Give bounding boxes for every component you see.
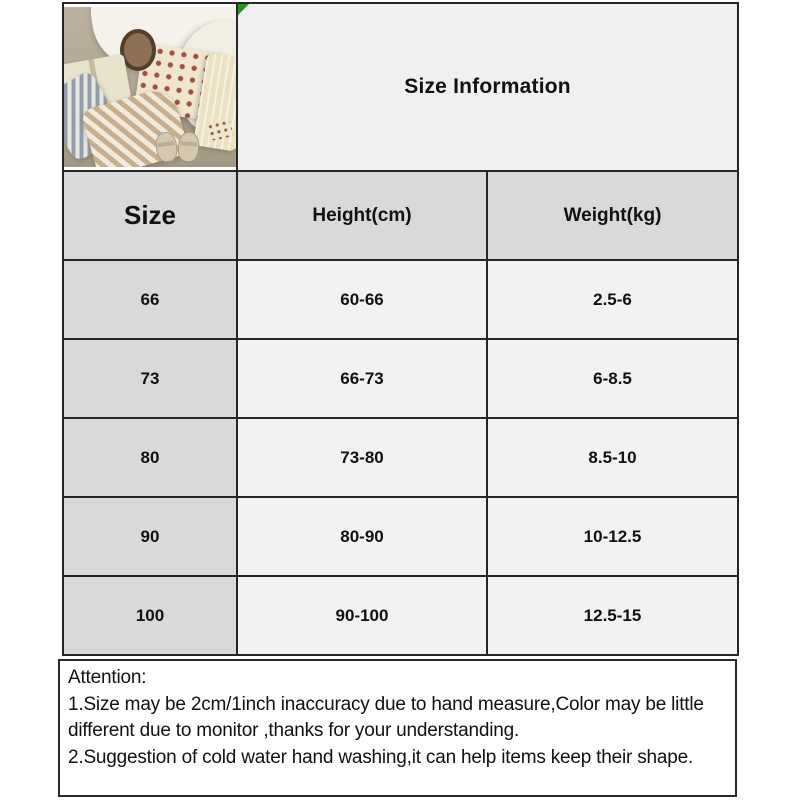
height-cell: 80-90	[237, 497, 487, 576]
column-header-height: Height(cm)	[237, 171, 487, 260]
title-cell	[237, 3, 738, 171]
height-cell: 66-73	[237, 339, 487, 418]
weight-cell: 2.5-6	[487, 260, 738, 339]
cell-corner-marker-icon	[238, 4, 249, 15]
table-row	[63, 418, 738, 497]
media-row	[63, 3, 738, 171]
column-header-weight: Weight(kg)	[487, 171, 738, 260]
page-title: Size Information	[404, 75, 571, 98]
size-table	[62, 2, 739, 656]
height-cell: 90-100	[237, 576, 487, 655]
weight-cell: 6-8.5	[487, 339, 738, 418]
size-cell: 90	[63, 497, 237, 576]
size-cell: 100	[63, 576, 237, 655]
table-row	[63, 260, 738, 339]
height-cell: 73-80	[237, 418, 487, 497]
attention-note-2: 2.Suggestion of cold water hand washing,it can help items keep their shape.	[68, 746, 694, 768]
height-cell: 60-66	[237, 260, 487, 339]
weight-cell: 8.5-10	[487, 418, 738, 497]
column-header-size: Size	[63, 171, 237, 260]
size-cell: 66	[63, 260, 237, 339]
table-header-row	[63, 171, 738, 260]
attention-box	[58, 659, 737, 797]
table-row	[63, 339, 738, 418]
table-row	[63, 576, 738, 655]
baby-shoe-right	[177, 131, 201, 163]
product-photo-cell	[63, 3, 237, 171]
attention-note-1: 1.Size may be 2cm/1inch inaccuracy due to hand measure,Color may be little different due to monitor ,thanks for your understanding.	[68, 693, 704, 741]
product-photo	[64, 7, 236, 167]
size-sheet	[58, 2, 739, 797]
attention-heading: Attention:	[68, 667, 147, 688]
weight-cell: 12.5-15	[487, 576, 738, 655]
size-cell: 73	[63, 339, 237, 418]
table-row	[63, 497, 738, 576]
size-cell: 80	[63, 418, 237, 497]
weight-cell: 10-12.5	[487, 497, 738, 576]
